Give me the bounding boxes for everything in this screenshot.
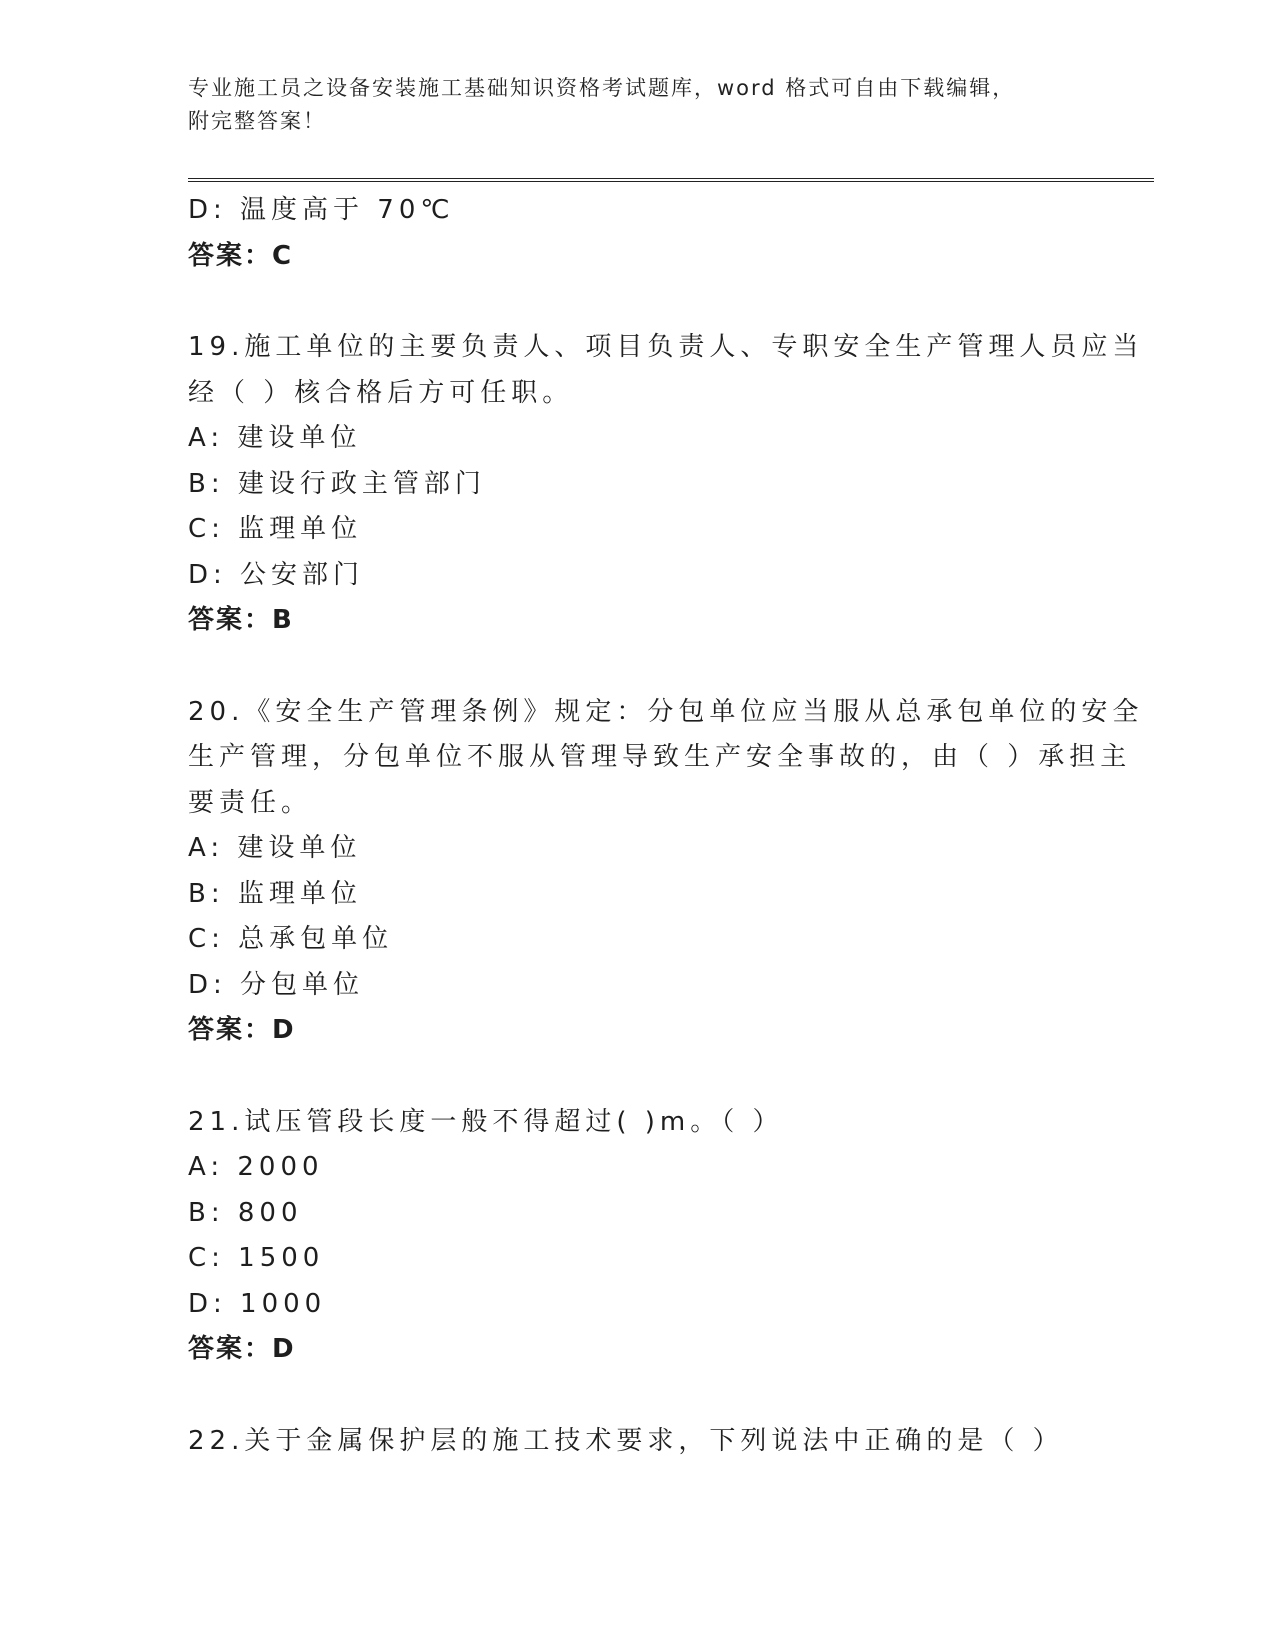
question-19 [188, 325, 1144, 644]
question-stem: 22.关于金属保护层的施工技术要求，下列说法中正确的是（ ） [188, 1425, 1064, 1456]
header-divider [188, 178, 1154, 182]
option-b: B: 800 [188, 1197, 303, 1228]
spacer [188, 644, 1088, 690]
question-22 [188, 1419, 1088, 1465]
spacer [188, 1054, 1088, 1100]
option-d: D: 分包单位 [188, 969, 365, 1000]
answer-line: 答案：D [188, 1334, 296, 1364]
question-stem: 要责任。 [188, 787, 313, 818]
answer-line: 答案：B [188, 605, 294, 635]
option-d: D: 温度高于 70℃ [188, 195, 455, 225]
option-c: C: 监理单位 [188, 514, 363, 544]
spacer [188, 1373, 1088, 1419]
question-stem: 经（ ）核合格后方可任职。 [188, 377, 574, 408]
spacer [188, 279, 1088, 325]
question-stem: 20.《安全生产管理条例》规定：分包单位应当服从总承包单位的安全 [188, 696, 1144, 727]
option-d: D: 1000 [188, 1288, 327, 1319]
question-stem: 19.施工单位的主要负责人、项目负责人、专职安全生产管理人员应当 [188, 332, 1144, 362]
option-b: B: 监理单位 [188, 878, 362, 909]
header-line-1: 专业施工员之设备安装施工基础知识资格考试题库，word 格式可自由下载编辑， [188, 76, 1016, 100]
question-stem: 21.试压管段长度一般不得超过( )m。（ ） [188, 1106, 784, 1137]
option-c: C: 总承包单位 [188, 924, 394, 954]
question-content [188, 188, 1144, 1464]
question-20 [188, 690, 1144, 1054]
header-line-2: 附完整答案！ [188, 109, 326, 133]
option-b: B: 建设行政主管部门 [188, 468, 486, 499]
question-stem: 生产管理，分包单位不服从管理导致生产安全事故的，由（ ）承担主 [188, 742, 1132, 772]
question-21 [188, 1100, 1088, 1373]
option-a: A: 2000 [188, 1152, 324, 1182]
option-a: A: 建设单位 [188, 833, 362, 863]
answer-line: 答案：C [188, 240, 294, 271]
page-header [188, 72, 1148, 138]
option-d: D: 公安部门 [188, 559, 365, 590]
previous-question-tail [188, 188, 1088, 279]
option-a: A: 建设单位 [188, 423, 362, 453]
answer-line: 答案：D [188, 1015, 296, 1045]
option-c: C: 1500 [188, 1243, 325, 1273]
